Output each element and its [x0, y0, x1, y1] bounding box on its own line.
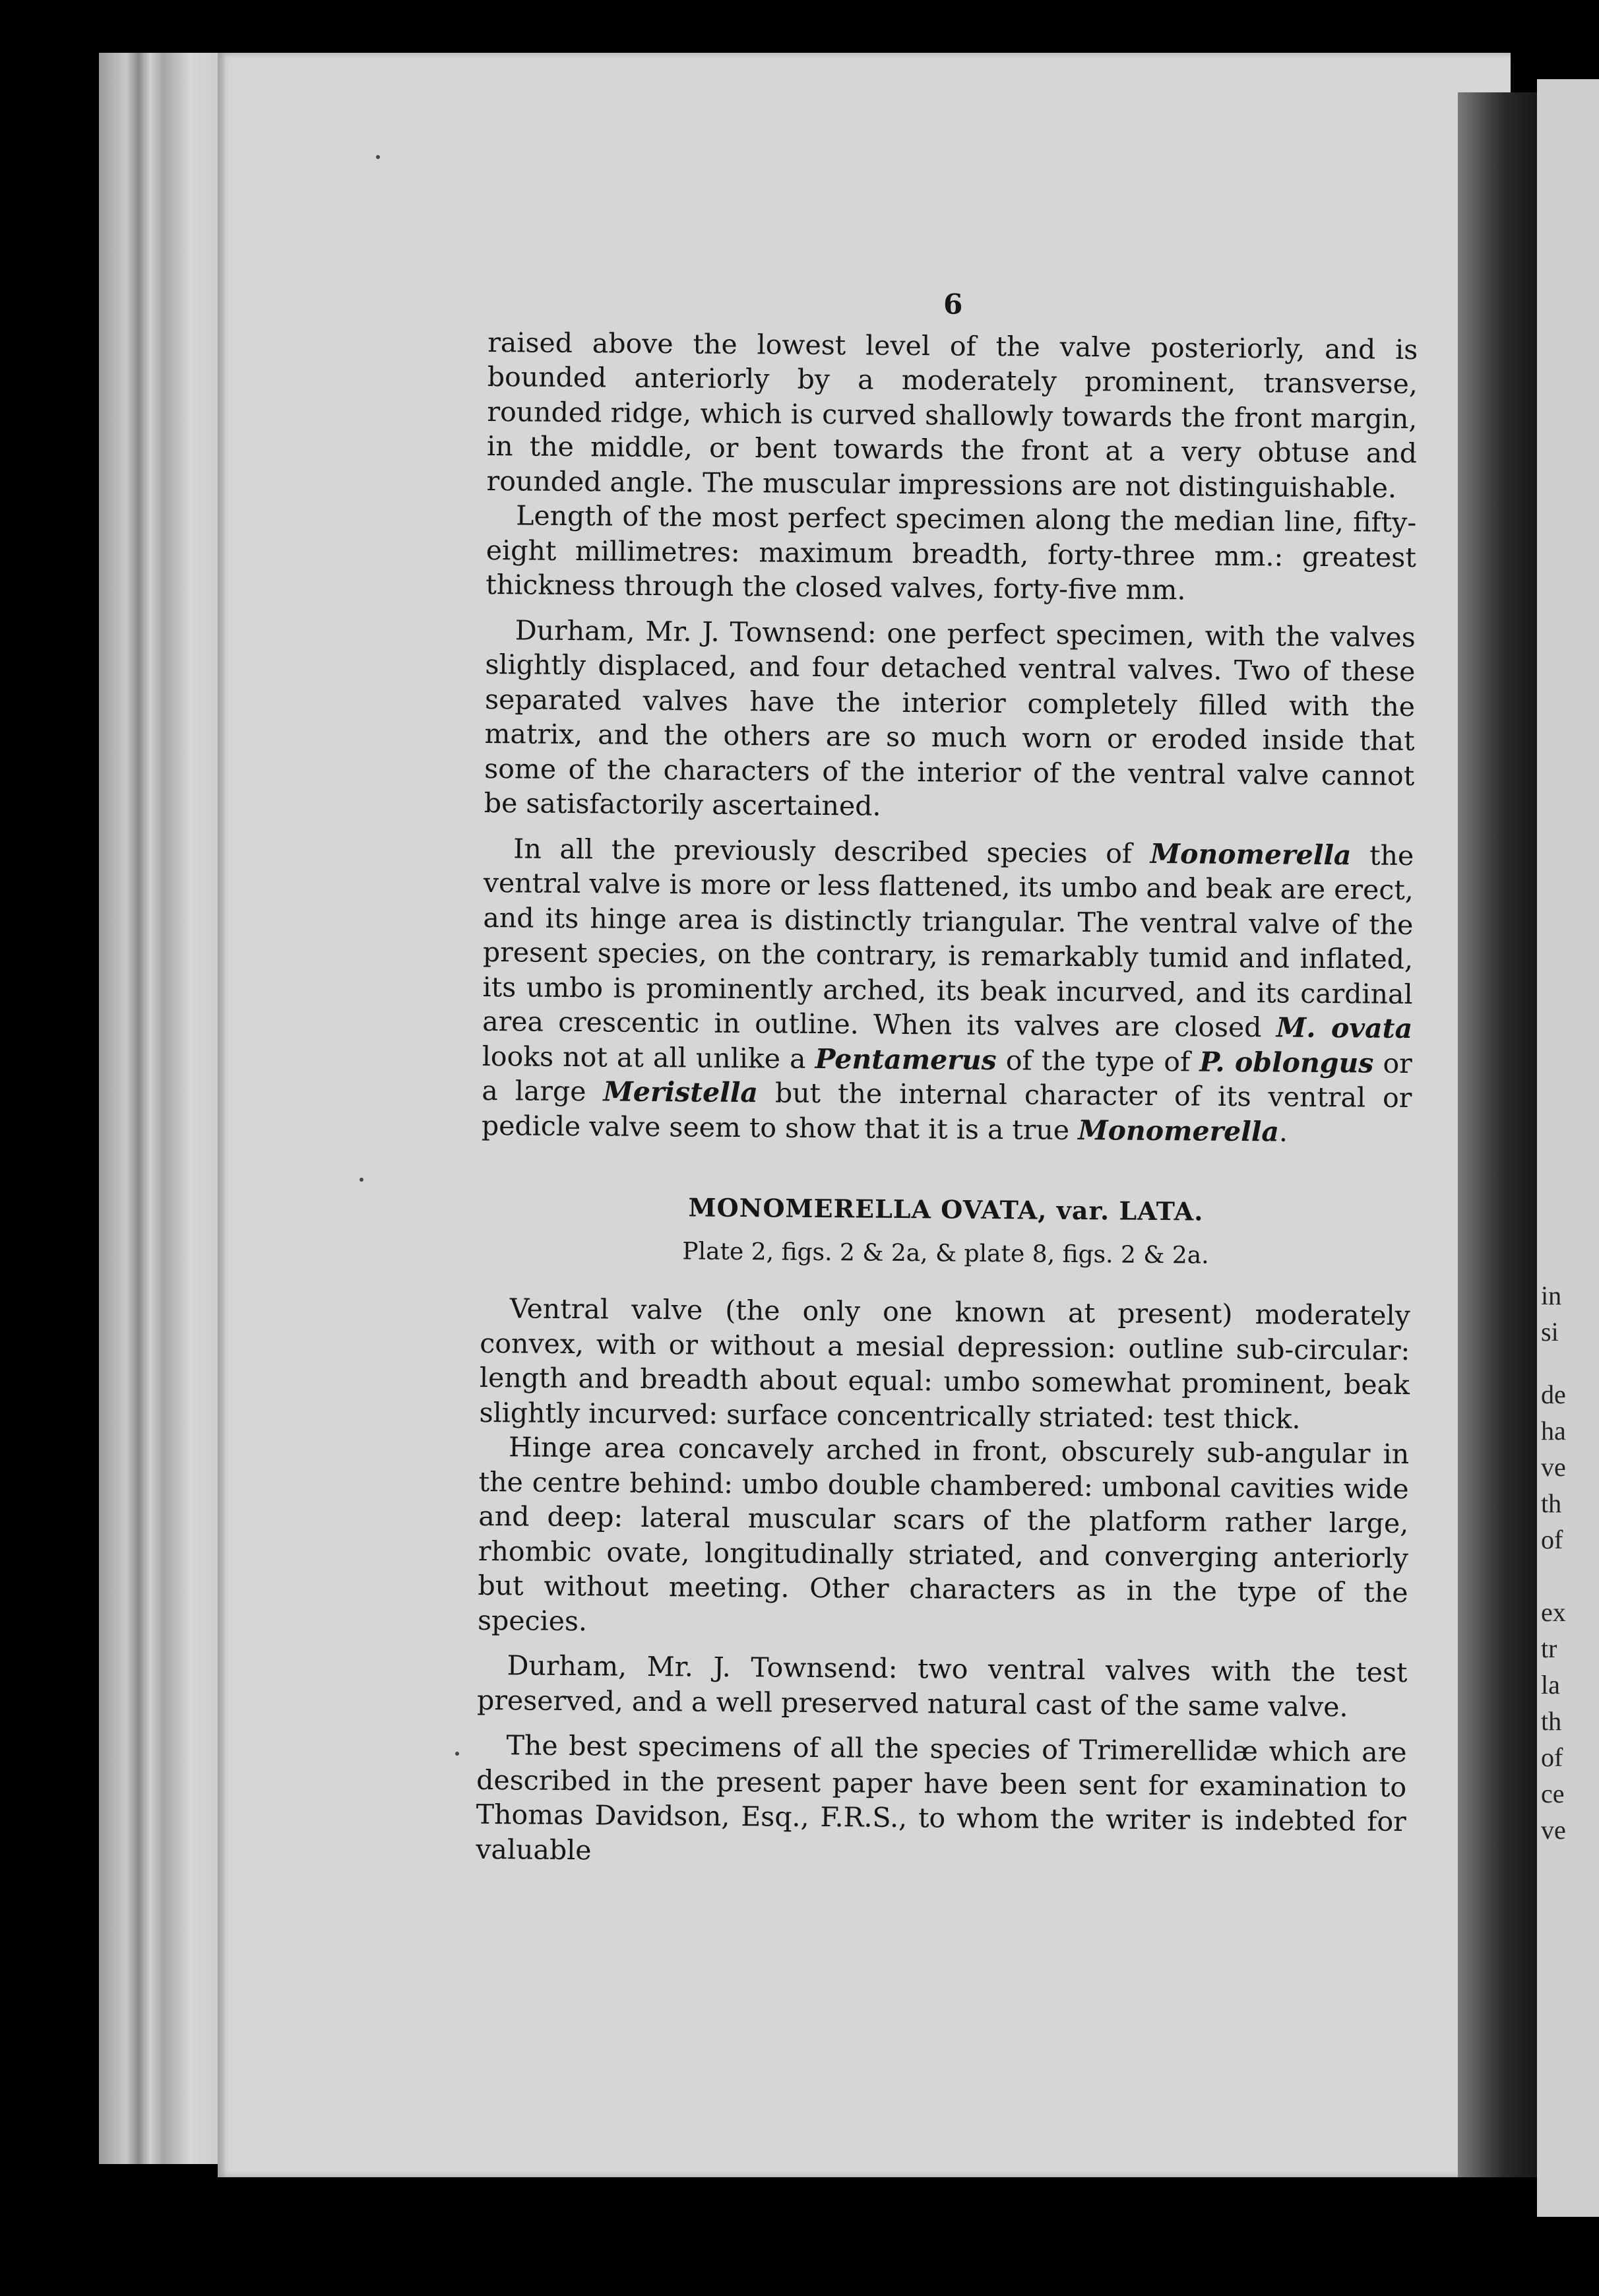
text-run: of the type of: [996, 1044, 1200, 1078]
adjacent-text: of: [1541, 1742, 1563, 1772]
italic-species-name: P. oblongus: [1199, 1046, 1374, 1079]
italic-genus-name: Pentamerus: [815, 1042, 997, 1076]
adjacent-text: ve: [1541, 1815, 1566, 1845]
italic-genus-name: Monomerella: [1078, 1114, 1280, 1147]
adjacent-text: th: [1541, 1488, 1562, 1518]
paragraph: Durham, Mr. J. Townsend: two ventral valves with the test preserved, and a well preserved natural cast of the same valve.: [476, 1649, 1408, 1723]
adjacent-text: la: [1541, 1670, 1560, 1700]
paragraph: [482, 831, 1414, 1150]
text-run: looks not at all unlike a: [482, 1040, 815, 1075]
text-run: In all the previously described species of: [513, 832, 1150, 870]
text-run: or a large: [482, 1047, 1412, 1108]
adjacent-text: ex: [1541, 1597, 1566, 1627]
text-run: the ventral valve is more or less flattened, its umbo and beak are erect, and its hinge area is distinctly triangular. The ventral valve of the present species, on the contrary, is remarkably tumid and inflated, its umbo is prominently arched, its beak incurved, and its cardinal area crescentic in outline. When its valves are closed: [482, 839, 1414, 1044]
scan-speck: [455, 1752, 459, 1756]
adjacent-text: ce: [1541, 1779, 1565, 1808]
paragraph: Ventral valve (the only one known at present) moderately convex, with or without a mesial depression: outline sub-circular: length and breadth about equal: umbo somewhat prominent, beak slightly incurved: surface concentrically striated: test thick.: [479, 1292, 1410, 1435]
scan-speck: [360, 1178, 363, 1182]
adjacent-text: ha: [1541, 1416, 1566, 1446]
adjacent-text: th: [1541, 1706, 1562, 1736]
text-run: but the internal character of its ventral or pedicle valve seem to show that it is a true: [481, 1077, 1412, 1146]
adjacent-text: ve: [1541, 1452, 1566, 1482]
adjacent-page-fragment: [1537, 79, 1599, 2217]
plate-reference: Plate 2, figs. 2 & 2a, & plate 8, figs. 2 & 2a.: [682, 1237, 1209, 1269]
paragraph: raised above the lowest level of the valve posteriorly, and is bounded anteriorly by a moderately prominent, transverse, rounded ridge, which is curved shallowly towards the front margin, in the middle, or bent towards the front at a very obtuse and rounded angle. The muscular impressions are not distinguishable.: [486, 326, 1418, 504]
page-text: [476, 284, 1418, 1874]
adjacent-text: in: [1541, 1281, 1562, 1310]
text-run: .: [1278, 1115, 1288, 1148]
italic-genus-name: Meristella: [603, 1075, 759, 1109]
paragraph: Hinge area concavely arched in front, obscurely sub-angular in the centre behind: umbo double chambered: umbonal cavities wide and deep: lateral muscular scars of the platform rather large, rhombic ovate, longitudinally striated, and converging anteriorly but without meeting. Other characters as in the type of the species.: [477, 1431, 1410, 1637]
gutter-shadow: [1458, 92, 1550, 2177]
scan-speck: [376, 155, 380, 159]
italic-genus-name: Monomerella: [1150, 837, 1352, 871]
paragraph: Durham, Mr. J. Townsend: one perfect specimen, with the valves slightly displaced, and four detached ventral valves. Two of these separated valves have the interior completely filled with the matrix, and the others are so much worn or eroded inside that some of the characters of the interior of the ventral valve cannot be satisfactorily ascertained.: [484, 614, 1416, 822]
paragraph: The best specimens of all the species of Trimerellidæ which are described in the present paper have been sent for examination to Thomas Davidson, Esq., F.R.S., to whom the writer is indebted for valuable: [476, 1729, 1407, 1866]
adjacent-text: si: [1541, 1317, 1559, 1347]
adjacent-text: tr: [1541, 1634, 1557, 1663]
page-number: 6: [943, 288, 963, 321]
species-heading: MONOMERELLA OVATA, var. LATA.: [688, 1192, 1204, 1227]
paragraph: Length of the most perfect specimen along the median line, fifty-eight millimetres: maximum breadth, forty-three mm.: greatest thickness through the closed valves, forty-five mm.: [486, 499, 1417, 606]
adjacent-text: de: [1541, 1380, 1566, 1409]
adjacent-text: of: [1541, 1525, 1563, 1554]
italic-species-name: M. ovata: [1276, 1011, 1413, 1045]
